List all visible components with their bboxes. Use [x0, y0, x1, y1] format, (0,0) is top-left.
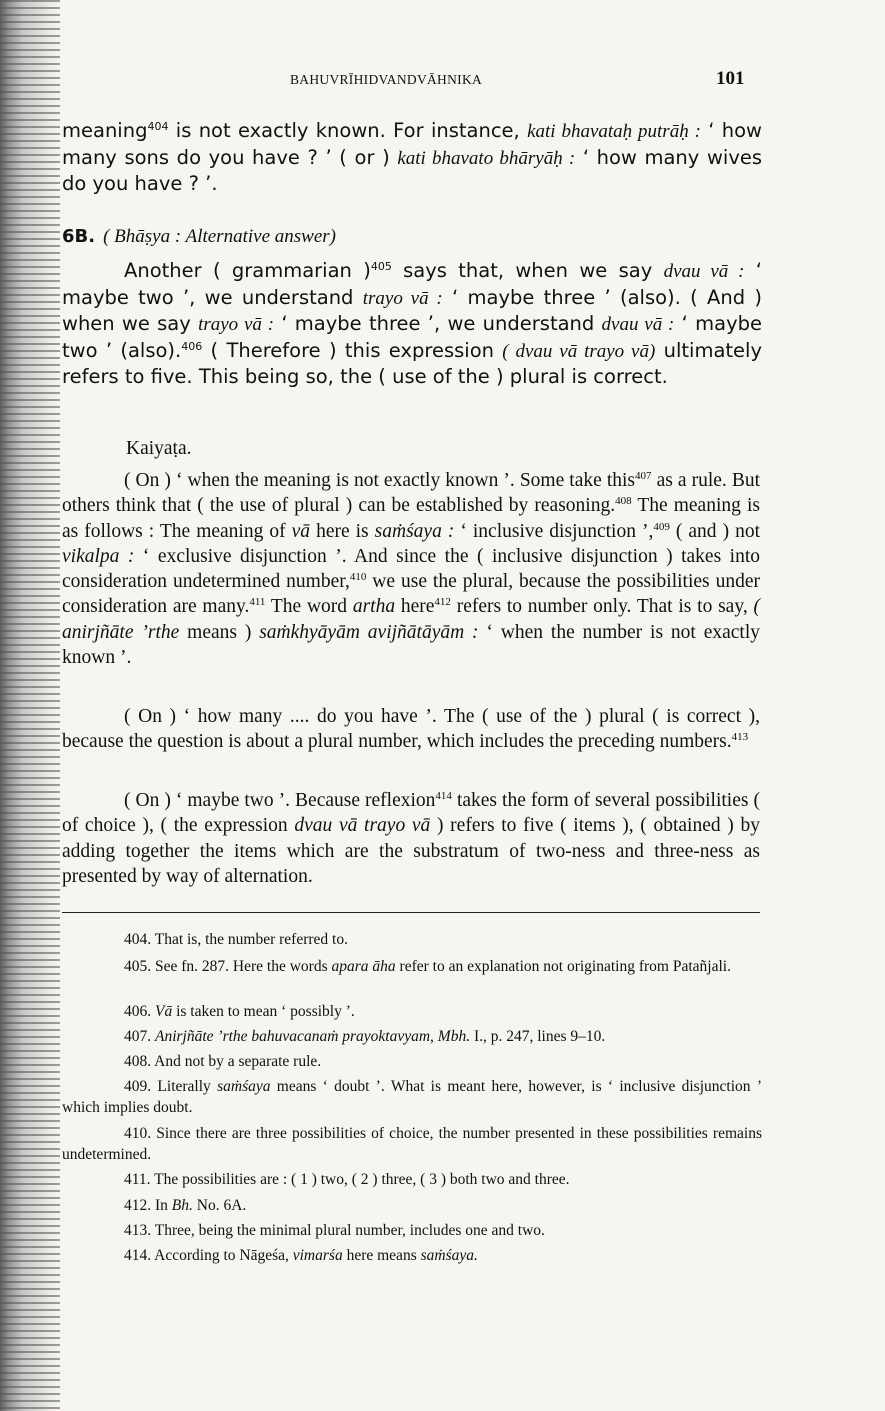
page-number: 101: [716, 68, 745, 89]
section-title: ( Bhāṣya : Alternative answer): [103, 226, 336, 247]
footnote-406: 406. Vā is taken to mean ‘ possibly ’.: [124, 1003, 355, 1020]
footnote-ref: 405: [370, 260, 392, 273]
footnote-411: 411. The possibilities are : ( 1 ) two, ( 2 ) three, ( 3 ) both two and three.: [124, 1171, 570, 1188]
footnote-407: 407. Anirjñāte ’rthe bahuvacanaṁ prayoktavyam, Mbh. I., p. 247, lines 9–10.: [124, 1028, 606, 1045]
footnote-410: 410. Since there are three possibilities of choice, the number presented in these possibilities remains undetermined.: [62, 1125, 762, 1163]
running-header: BAHUVRĪHIDVANDVĀHNIKA: [290, 72, 483, 87]
commentary-paragraph-2: ( On ) ‘ how many .... do you have ’. The ( use of the ) plural ( is correct ), because the question is about a plural number, which includes the preceding numbers.$^{413}$: [62, 706, 760, 753]
footnote-412: 412. In Bh. No. 6A.: [124, 1197, 247, 1214]
footnote-408: 408. And not by a separate rule.: [124, 1053, 322, 1070]
footnote-ref: 404: [147, 120, 169, 133]
footnote-414: 414. According to Nāgeśa, vimarśa here means saṁśaya.: [124, 1247, 478, 1264]
footnote-ref: 406: [181, 339, 203, 353]
bhasya-paragraph: Another ( grammarian )$^{405}$ says that, when we say dvau vā : ‘ maybe two ’, we understand trayo vā : ‘ maybe three ’ (also). ( And ) when we say trayo vā : ‘ maybe three ’, we understand dvau vā : ‘ maybe two ’ (also).$^{406}$ ( Therefore ) this expression ( dvau vā trayo vā) ultimately refers to five. This being so, the ( use of the ) plural is correct.: [62, 259, 763, 388]
footnote-409: 409. Literally saṁśaya means ‘ doubt ’. What is meant here, however, is ‘ inclusive disjunction ’ which implies doubt.: [62, 1078, 762, 1116]
section-number: 6B.: [62, 226, 96, 247]
section-heading: [62, 226, 336, 248]
intro-paragraph: meaning$^{404}$ is not exactly known. For instance, kati bhavataḥ putrāḥ : ‘ how many sons do you have ? ’ ( or ) kati bhavato bhāryāḥ : ‘ how many wives do you have ? ’.: [62, 119, 763, 195]
footnote-divider: [62, 912, 760, 913]
book-spine-shadow: [0, 0, 60, 1411]
footnote-413: 413. Three, being the minimal plural number, includes one and two.: [124, 1222, 545, 1239]
commentary-paragraph-1: ( On ) ‘ when the meaning is not exactly known ’. Some take this$^{407}$ as a rule. But others think that ( the use of plural ) can be established by reasoning.$^{408}$ The meaning is as follows : The meaning of vā here is saṁśaya : ‘ inclusive disjunction ’,$^{409}$ ( and ) not vikalpa : ‘ exclusive disjunction ’. And since the ( inclusive disjunction ) takes into consideration undetermined number,$^{410}$ we use the plural, because the possibilities under consideration are many.$^{411}$ The word artha here$^{412}$ refers to number only. That is to say, ( anirjñāte ’rthe means ) saṁkhyāyām avijñātāyām : ‘ when the number is not exactly known ’.: [62, 470, 761, 669]
commentary-label: Kaiyaṭa.: [126, 438, 192, 459]
footnote-404: 404. That is, the number referred to.: [124, 931, 348, 948]
commentary-paragraph-3: ( On ) ‘ maybe two ’. Because reflexion$^{414}$ takes the form of several possibilities ( of choice ), ( the expression dvau vā trayo vā ) refers to five ( items ), ( obtained ) by adding together the items which are the substratum of two-ness and three-ness as presented by way of alternation.: [62, 790, 760, 887]
footnote-405: 405. See fn. 287. Here the words apara āha refer to an explanation not originating from Patañjali.: [124, 958, 731, 975]
